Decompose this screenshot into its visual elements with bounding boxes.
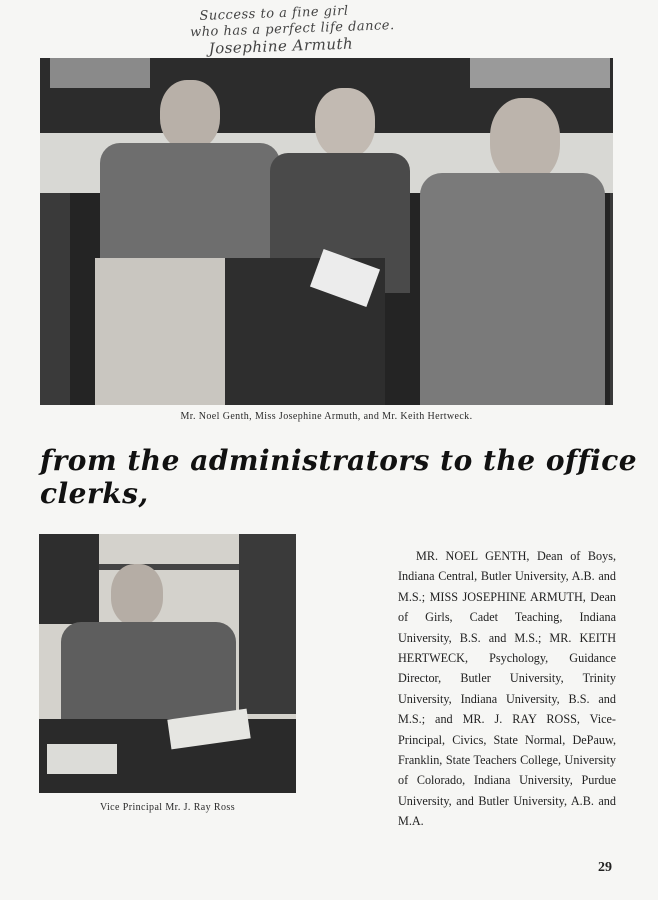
inscription-line: who has a perfect life dance. bbox=[189, 18, 395, 41]
staff-credentials-paragraph: MR. NOEL GENTH, Dean of Boys, Indiana Central, Butler University, A.B. and M.S.; MISS JOSEPHINE ARMUTH, Dean of Girls, Cadet Teaching, Indiana University, B.S. and M.S.; MR. KEITH HERTWECK, Psychology, Guidance Director, Butler University, Trinity University, Indiana University, B.S. and M.S.; and MR. J. RAY ROSS, Vice-Principal, Civics, State Normal, DePauw, Franklin, State Teachers College, University of Colorado, Indiana University, Purdue University, and Butler University, A.B. and M.A. bbox=[398, 549, 616, 829]
administrators-group-photo bbox=[40, 58, 613, 405]
inscription-line: Josephine Armuth bbox=[208, 34, 354, 58]
vice-principal-photo bbox=[39, 534, 296, 793]
section-headline: from the administrators to the office clerks, bbox=[40, 444, 638, 510]
inscription-line: Success to a fine girl bbox=[199, 3, 349, 24]
handwritten-inscription bbox=[189, 0, 481, 58]
page-number: 29 bbox=[598, 860, 612, 875]
group-photo-caption: Mr. Noel Genth, Miss Josephine Armuth, and Mr. Keith Hertweck. bbox=[180, 411, 473, 422]
vice-principal-caption: Vice Principal Mr. J. Ray Ross bbox=[99, 802, 235, 813]
